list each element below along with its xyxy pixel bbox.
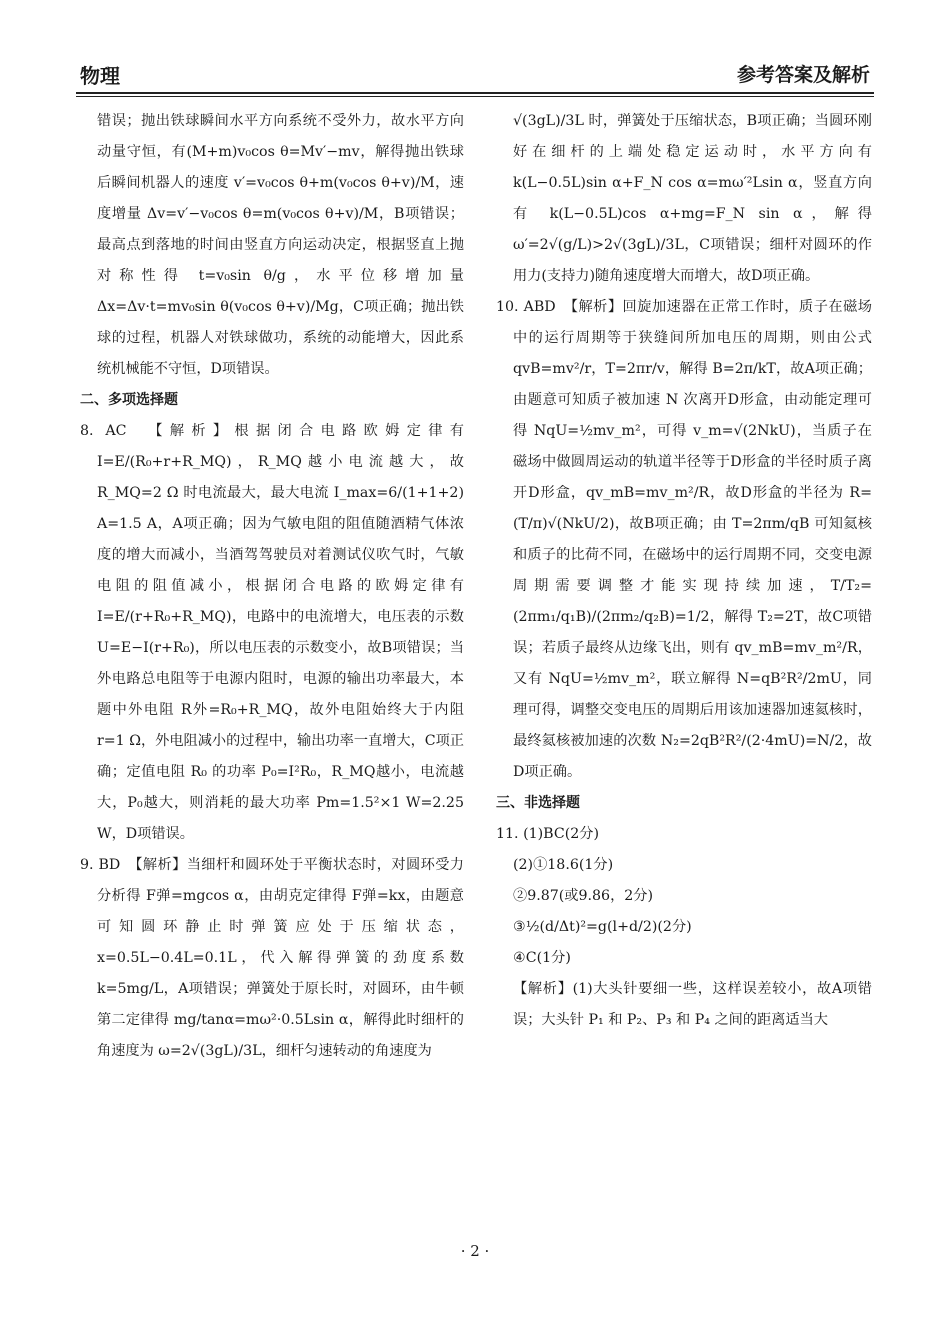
answer-11-part2d: ④C(1分) [513, 950, 571, 966]
page-header [76, 60, 874, 90]
answer-9: 9. BD 【解析】当细杆和圆环处于平衡状态时，对圆环受力分析得 F弹=mgcos α，由胡克定律得 F弹=kx，由题意可知圆环静止时弹簧应处于压缩状态，x=0.5L−0.4L=0.1L，代入解得弹簧的劲度系数 k=5mg/L，A项错误；弹簧处于原长时，对圆环，由牛顿第二定律得 mg/tanα=mω²·0.5Lsin α，解得此时细杆的角速度为 ω=2√(3gL)/3L，细杆匀速转动的角速度为 [80, 857, 464, 1059]
answer-11-part2b: ②9.87(或9.86，2分) [513, 888, 654, 904]
subject-label: 物理 [80, 64, 120, 88]
answer-11-part2c: ③½(d/Δt)²=g(l+d/2)(2分) [513, 919, 692, 935]
paragraph: 错误；抛出铁球瞬间水平方向系统不受外力，故水平方向动量守恒，有(M+m)v₀cos θ=Mv′−mv，解得抛出铁球后瞬间机器人的速度 v′=v₀cos θ+m(v₀cos θ+v)/M，速度增量 Δv=v′−v₀cos θ=m(v₀cos θ+v)/M，B项错误；最高点到落地的时间由竖直方向运动决定，根据竖直上抛对称性得 t=v₀sin θ/g，水平位移增加量 Δx=Δv·t=mv₀sin θ(v₀cos θ+v)/Mg，C项正确；抛出铁球的过程，机器人对铁球做功，系统的动能增大，因此系统机械能不守恒，D项错误。 [97, 113, 464, 377]
right-column [496, 106, 872, 1036]
page-number: · 2 · [460, 1242, 490, 1260]
header-rule [76, 92, 874, 94]
section-heading: 三、非选择题 [496, 795, 580, 811]
header-title: 参考答案及解析 [736, 64, 870, 86]
answer-11-part1: 11. (1)BC(2分) [496, 826, 599, 842]
answer-8: 8. AC 【解析】根据闭合电路欧姆定律有 I=E/(R₀+r+R_MQ)，R_MQ越小电流越大，故 R_MQ=2 Ω 时电流最大，最大电流 I_max=6/(1+1+2) A=1.5 A，A项正确；因为气敏电阻的阻值随酒精气体浓度的增大而减小，当酒驾驾驶员对着测试仪吹气时，气敏电阻的阻值减小，根据闭合电路的欧姆定律有 I=E/(r+R₀+R_MQ)，电路中的电流增大，电压表的示数 U=E−I(r+R₀)，所以电压表的示数变小，故B项错误；当外电路总电阻等于电源内阻时，电源的输出功率最大，本题中外电阻 R外=R₀+R_MQ，故外电阻始终大于内阻 r=1 Ω，外电阻减小的过程中，输出功率一直增大，C项正确；定值电阻 R₀ 的功率 P₀=I²R₀，R_MQ越小，电流越大，P₀越大，则消耗的最大功率 Pm=1.5²×1 W=2.25 W，D项错误。 [80, 423, 464, 842]
header-rule-thin [76, 96, 874, 97]
section-heading: 二、多项选择题 [80, 392, 178, 408]
answer-11-part2: (2)①18.6(1分) [513, 857, 614, 873]
answer-10: 10. ABD 【解析】回旋加速器在正常工作时，质子在磁场中的运行周期等于狭缝间所加电压的周期，则由公式 qvB=mv²/r，T=2πr/v，解得 B=2π/kT，故A项正确；由题意可知质子被加速 N 次离开D形盒，由动能定理可得 NqU=½mv_m²，可得 v_m=√(2NkU)，当质子在磁场中做圆周运动的轨道半径等于D形盒的半径时质子离开D形盒，qv_mB=mv_m²/R，故D形盒的半径为 R=(T/π)√(NkU/2)，故B项正确；由 T=2πm/qB 可知氦核和质子的比荷不同，在磁场中的运行周期不同，交变电源周期需要调整才能实现持续加速，T/T₂=(2πm₁/q₁B)/(2πm₂/q₂B)=1/2，解得 T₂=2T，故C项错误；若质子最终从边缘飞出，则有 qv_mB=mv_m²/R，又有 NqU=½mv_m²，联立解得 N=qB²R²/2mU，同理可得，调整交变电压的周期后用该加速器加速氦核时，最终氦核被加速的次数 N₂=2qB²R²/(2·4mU)=N/2，故D项正确。 [496, 299, 872, 780]
left-column [80, 106, 464, 1067]
answer-11-analysis: 【解析】(1)大头针要细一些，这样误差较小，故A项错误；大头针 P₁ 和 P₂、P₃ 和 P₄ 之间的距离适当大 [513, 981, 872, 1028]
paragraph: √(3gL)/3L 时，弹簧处于压缩状态，B项正确；当圆环刚好在细杆的上端处稳定运动时，水平方向有 k(L−0.5L)sin α+F_N cos α=mω′²Lsin α，竖直方向有 k(L−0.5L)cos α+mg=F_N sin α，解得 ω′=2√(g/L)>2√(3gL)/3L，C项错误；细杆对圆环的作用力(支持力)随角速度增大而增大，故D项正确。 [513, 113, 872, 284]
